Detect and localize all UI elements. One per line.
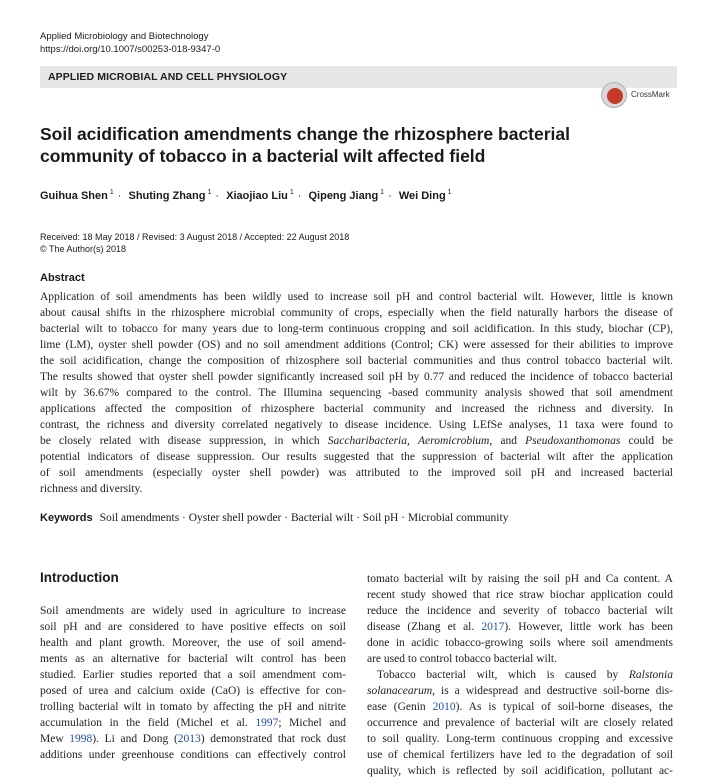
citation-link[interactable]: 2010 [432, 701, 456, 713]
citation-link[interactable]: 1997 [255, 717, 279, 729]
text-line: recent study showed that rice straw biochar application could [367, 589, 673, 601]
keywords-label: Keywords [40, 512, 93, 524]
text-line: posed of urea and calcium oxide (CaO) is effective for con- [40, 685, 346, 697]
text-line: potential indicators of disease suppression. Our results suggested that the suppression of bacterial wilt after the application [40, 451, 673, 463]
keywords-list: Soil amendments · Oyster shell powder · Bacterial wilt · Soil pH · Microbial community [99, 512, 509, 524]
text-line: Soil amendments are widely used in agriculture to increase [40, 605, 346, 617]
text-line: about causal shifts in the rhizosphere microbial community of crops, especially when the field naturally harbors the disease of [40, 307, 673, 319]
text-line: wilt by 36.67% compared to the control. The Illumina sequencing -based community analysis showed that soil amendment [40, 387, 673, 399]
text-line: additions under greenhouse conditions can effectively control [40, 749, 346, 761]
text-line: The results showed that oyster shell powder significantly increased soil pH by 0.77 and reduced the incidence of tobacco bacterial [40, 371, 673, 383]
text-line: quality, which is reflected by soil acidification, pollutant ac- [367, 765, 673, 777]
text-line: use of chemical fertilizers have led to the degradation of soil [367, 749, 673, 761]
citation-link[interactable]: 1998 [69, 733, 93, 745]
text-line: studied. Earlier studies reported that a soil amendment com- [40, 669, 346, 681]
author-name[interactable]: Wei Ding $^1$ [398, 189, 452, 202]
history-dates: Received: 18 May 2018 / Revised: 3 August 2018 / Accepted: 22 August 2018 [40, 232, 350, 242]
text-line: to soil quality. Long-term continuous cropping and excessive [367, 733, 673, 745]
text-line: disease (Zhang et al. 2017). However, little work has been [367, 621, 673, 633]
journal-header [40, 30, 220, 56]
keywords [40, 512, 508, 524]
author-separator: · [117, 189, 122, 202]
crossmark-icon [601, 82, 627, 108]
abstract-body [40, 289, 673, 497]
text-line: soil pH and are considered to have positive effects on soil [40, 621, 346, 633]
text-line: be closely related with disease suppression, in which Saccharibacteria, Aeromicrobium, and Pseudoxanthomonas could be [40, 435, 674, 447]
author-name[interactable]: Qipeng Jiang $^1$ [308, 189, 385, 202]
article-title [40, 123, 600, 167]
introduction-heading: Introduction [40, 570, 119, 585]
text-line: Mew 1998). Li and Dong (2013) demonstrated that rock dust [40, 733, 346, 745]
author-name[interactable]: Xiaojiao Liu $^1$ [226, 189, 294, 202]
text-line: accumulation in the field (Michel et al. 1997; Michel and [40, 717, 346, 729]
text-line: trolling bacterial wilt in tomato by affecting the pH and nitrite [40, 701, 346, 713]
article-dates [40, 231, 349, 255]
body-column-right [367, 571, 673, 779]
citation-link[interactable]: 2017 [481, 621, 505, 633]
author-list [40, 189, 454, 202]
author-separator: · [388, 189, 392, 202]
text-line: ease (Genin 2010). As is typical of soil-borne diseases, the [367, 701, 673, 713]
author-name[interactable]: Guihua Shen $^1$ [40, 189, 114, 202]
text-line: occurrence and prevalence of bacterial wilt are closely related [367, 717, 673, 729]
body-column-left [40, 603, 346, 763]
text-line: health and plant growth. Moreover, the use of soil amend- [40, 637, 346, 649]
text-line: the soil acidification, change the composition of rhizosphere soil bacterial communities and thus control tobacco bacterial wilt. [40, 355, 673, 367]
author-name[interactable]: Shuting Zhang $^1$ [128, 189, 212, 202]
text-line: of soil amendments (especially oyster shell powder) was attributed to the improved soil pH and increased bacterial [40, 467, 673, 479]
copyright-notice: © The Author(s) 2018 [40, 244, 127, 254]
text-line: done in acidic tobacco-growing soils where soil amendments [367, 637, 673, 649]
journal-name: Applied Microbiology and Biotechnology [40, 31, 209, 42]
text-line: tomato bacterial wilt by raising the soil pH and Ca content. A [367, 573, 673, 585]
text-line: contrast, the richness and diversity correlated negatively to disease incidence. Using LEfSe analyses, 11 taxa were found to [40, 419, 673, 431]
citation-link[interactable]: 2013 [177, 733, 201, 745]
text-line: richness and diversity. [40, 483, 143, 495]
text-line: reduce the incidence and severity of tobacco bacterial wilt [367, 605, 673, 617]
text-line: are used to control tobacco bacterial wilt. [367, 653, 557, 665]
author-separator: · [215, 189, 220, 202]
text-line: applications affected the composition of rhizosphere bacterial community and increased the richness and diversity. In [40, 403, 673, 415]
journal-doi[interactable]: https://doi.org/10.1007/s00253-018-9347-0 [40, 44, 221, 55]
abstract-heading: Abstract [40, 272, 85, 284]
section-label: APPLIED MICROBIAL AND CELL PHYSIOLOGY [48, 71, 288, 83]
crossmark-badge[interactable] [601, 82, 679, 110]
text-line: bacterial wilt to tobacco for many years due to long-term continuous cropping and soil acidification. In this study, biochar (CP), [40, 323, 673, 335]
title-line: community of tobacco in a bacterial wilt affected field [40, 146, 486, 166]
text-line: Application of soil amendments has been wildly used to increase soil pH and control bacterial wilt. However, little is known [40, 291, 673, 303]
crossmark-label: CrossMark [631, 90, 670, 99]
text-line: lime (LM), oyster shell powder (OS) and no soil amendment additions (Control; CK) were assessed for their abilities to improve [40, 339, 673, 351]
author-separator: · [297, 189, 302, 202]
text-line: ments as an alternative for bacterial wilt control has been [40, 653, 346, 665]
title-line: Soil acidification amendments change the rhizosphere bacterial [40, 124, 570, 144]
section-bar [40, 66, 677, 88]
text-line: Tobacco bacterial wilt, which is caused by Ralstonia [377, 669, 673, 681]
text-line: solanacearum, is a widespread and destructive soil-borne dis- [367, 685, 673, 697]
